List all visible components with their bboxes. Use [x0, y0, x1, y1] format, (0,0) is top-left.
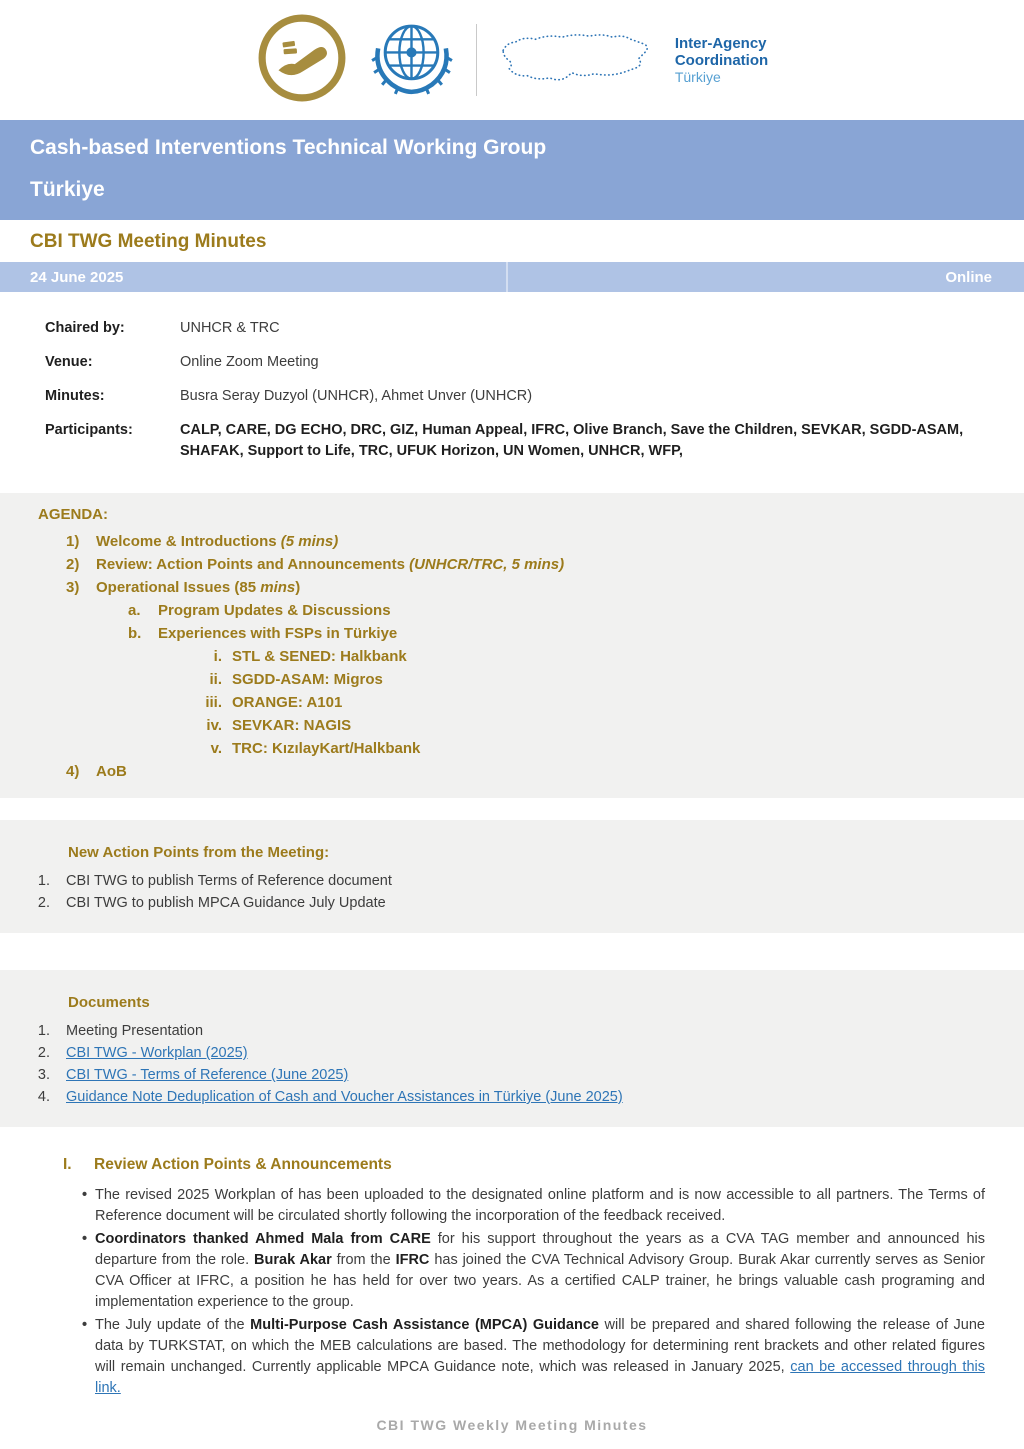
item-text: CBI TWG to publish Terms of Reference document: [66, 873, 392, 889]
agenda-item-3: [38, 576, 994, 599]
agenda-text: SEVKAR: NAGIS: [232, 717, 352, 734]
document-label: Meeting Presentation: [66, 1023, 204, 1039]
agenda-text: STL & SENED: Halkbank: [232, 648, 407, 665]
org-line2: Coordination: [674, 51, 769, 69]
meeting-meta: [0, 292, 1024, 485]
agenda-item-2: [38, 553, 994, 576]
section-bullets: [82, 1185, 985, 1399]
item-number: 2.: [37, 895, 50, 911]
agenda-text: SGDD-ASAM: Migros: [232, 671, 383, 688]
document-subtitle: CBI TWG Meeting Minutes: [30, 231, 267, 252]
agenda-num: 4): [66, 763, 80, 780]
agenda-item-3b-ii: [38, 668, 994, 691]
agenda-item-3a: [38, 599, 994, 622]
agenda-num: ii.: [209, 671, 222, 688]
agenda-text: Program Updates & Discussions: [158, 602, 391, 619]
logo-divider: [476, 24, 477, 96]
meeting-date: 24 June 2025: [30, 268, 124, 286]
spacer: [0, 933, 1024, 970]
item-number: 4.: [37, 1089, 50, 1105]
agenda-text: TRC: KızılayKart/Halkbank: [232, 740, 421, 757]
agenda-num: 2): [66, 556, 80, 573]
subtitle-strip: [0, 220, 1024, 262]
agenda-text: AoB: [96, 763, 127, 780]
agenda-item-3b-v: [38, 737, 994, 760]
agenda-num: 1): [66, 533, 80, 550]
document-link[interactable]: CBI TWG - Terms of Reference (June 2025): [66, 1067, 349, 1083]
agenda-item-3b-iv: [38, 714, 994, 737]
action-points-heading: New Action Points from the Meeting:: [68, 844, 330, 861]
agenda-num: b.: [128, 625, 142, 642]
agenda-item-3b-iii: [38, 691, 994, 714]
agenda-text: Experiences with FSPs in Türkiye: [158, 625, 398, 642]
action-point-item: [0, 893, 994, 914]
org-line3: Türkiye: [674, 68, 721, 85]
meta-value: CALP, CARE, DG ECHO, DRC, GIZ, Human Appeal, IFRC, Olive Branch, Save the Children, SEVKAR, SGDD-ASAM, SHAFAK, Support to Life, TRC, UFUK Horizon, UN Women, UNHCR, WFP,: [180, 422, 964, 459]
document-item: [0, 1043, 994, 1064]
item-number: 2.: [37, 1045, 50, 1061]
bullet-item: • The revised 2025 Workplan of has been uploaded to the designated online platform and is now accessible to all partners. The Terms of Reference document will be circulated shortly following the incorporation of the feedback received.: [82, 1185, 985, 1227]
item-number: 1.: [37, 1023, 50, 1039]
meta-row-chaired: [45, 318, 994, 339]
agenda-num: i.: [213, 648, 222, 665]
un-emblem-logo-icon: [364, 10, 460, 110]
date-band: [0, 262, 1024, 292]
org-line1: Inter-Agency: [674, 34, 767, 52]
section-review: [0, 1127, 1024, 1399]
spacer: [0, 798, 1024, 820]
hand-coins-logo-icon: [256, 12, 348, 108]
document-item: [0, 1065, 994, 1086]
section-title: Review Action Points & Announcements: [94, 1156, 392, 1173]
agenda-num: 3): [66, 579, 80, 596]
meta-value: Busra Seray Duzyol (UNHCR), Ahmet Unver (UNHCR): [180, 388, 533, 404]
bullet-item: • Coordinators thanked Ahmed Mala from CARE for his support throughout the years as a CVA TAG member and announced his departure from the role. Burak Akar from the IFRC has joined the CVA Technical Advisory Group. Burak Akar currently serves as Senior CVA Officer at IFRC, a position he has held for over two years. As a certified CALP trainer, he brings valuable cash programing and implementation experience to the group.: [82, 1229, 985, 1313]
agenda-text: Operational Issues (85 mins): [96, 579, 301, 596]
item-number: 1.: [37, 873, 50, 889]
documents-panel: [0, 970, 1024, 1127]
meta-row-venue: [45, 352, 994, 373]
agenda-num: iii.: [205, 694, 222, 711]
meta-label: Venue:: [45, 354, 93, 370]
banner-title-line1: Cash-based Interventions Technical Working Group: [30, 136, 547, 159]
agenda-num: v.: [210, 740, 222, 757]
title-banner: [0, 120, 1024, 220]
meta-value: UNHCR & TRC: [180, 320, 280, 336]
agenda-item-3b-i: [38, 645, 994, 668]
section-heading: [63, 1156, 985, 1174]
agenda-item-3b: [38, 622, 994, 645]
inline-link[interactable]: can be accessed through this link.: [95, 1359, 985, 1396]
meta-label: Minutes:: [45, 388, 105, 404]
agenda-text: Review: Action Points and Announcements (UNHCR/TRC, 5 mins): [96, 556, 565, 573]
action-point-item: [0, 871, 994, 892]
meta-label: Chaired by:: [45, 320, 125, 336]
documents-heading: Documents: [68, 994, 150, 1011]
meeting-mode: Online: [945, 268, 992, 286]
agenda-num: a.: [128, 602, 141, 619]
document-item: [0, 1021, 994, 1042]
agenda-panel: [0, 493, 1024, 798]
page-footer: CBI TWG Weekly Meeting Minutes: [376, 1417, 648, 1433]
document-item: [0, 1087, 994, 1108]
meta-label: Participants:: [45, 422, 133, 438]
agenda-num: iv.: [206, 717, 222, 734]
banner-title-line2: Türkiye: [30, 178, 105, 201]
item-text: CBI TWG to publish MPCA Guidance July Update: [66, 895, 386, 911]
item-number: 3.: [37, 1067, 50, 1083]
logo-header: [0, 0, 1024, 104]
meta-row-participants: [45, 420, 994, 462]
agenda-text: Welcome & Introductions (5 mins): [96, 533, 339, 550]
document-link[interactable]: CBI TWG - Workplan (2025): [66, 1045, 248, 1061]
agenda-item-1: [38, 530, 994, 553]
meta-row-minutes: [45, 386, 994, 407]
agenda-heading: AGENDA:: [38, 506, 108, 523]
turkiye-map-outline-icon: [493, 20, 655, 100]
document-link[interactable]: Guidance Note Deduplication of Cash and Voucher Assistances in Türkiye (June 2025): [66, 1089, 623, 1105]
agenda-text: ORANGE: A101: [232, 694, 343, 711]
bullet-item: • The July update of the Multi-Purpose Cash Assistance (MPCA) Guidance will be prepared and shared following the release of June data by TURKSTAT, on which the MEB calculations are based. The methodology for determining rent brackets and other related figures will remain unchanged. Currently applicable MPCA Guidance note, which was released in January 2025, can be accessed through this link.: [82, 1315, 985, 1399]
org-name: [671, 35, 768, 86]
meta-value: Online Zoom Meeting: [180, 354, 319, 370]
agenda-item-4: [38, 760, 994, 783]
action-points-panel: [0, 820, 1024, 933]
section-number: I.: [63, 1156, 72, 1173]
